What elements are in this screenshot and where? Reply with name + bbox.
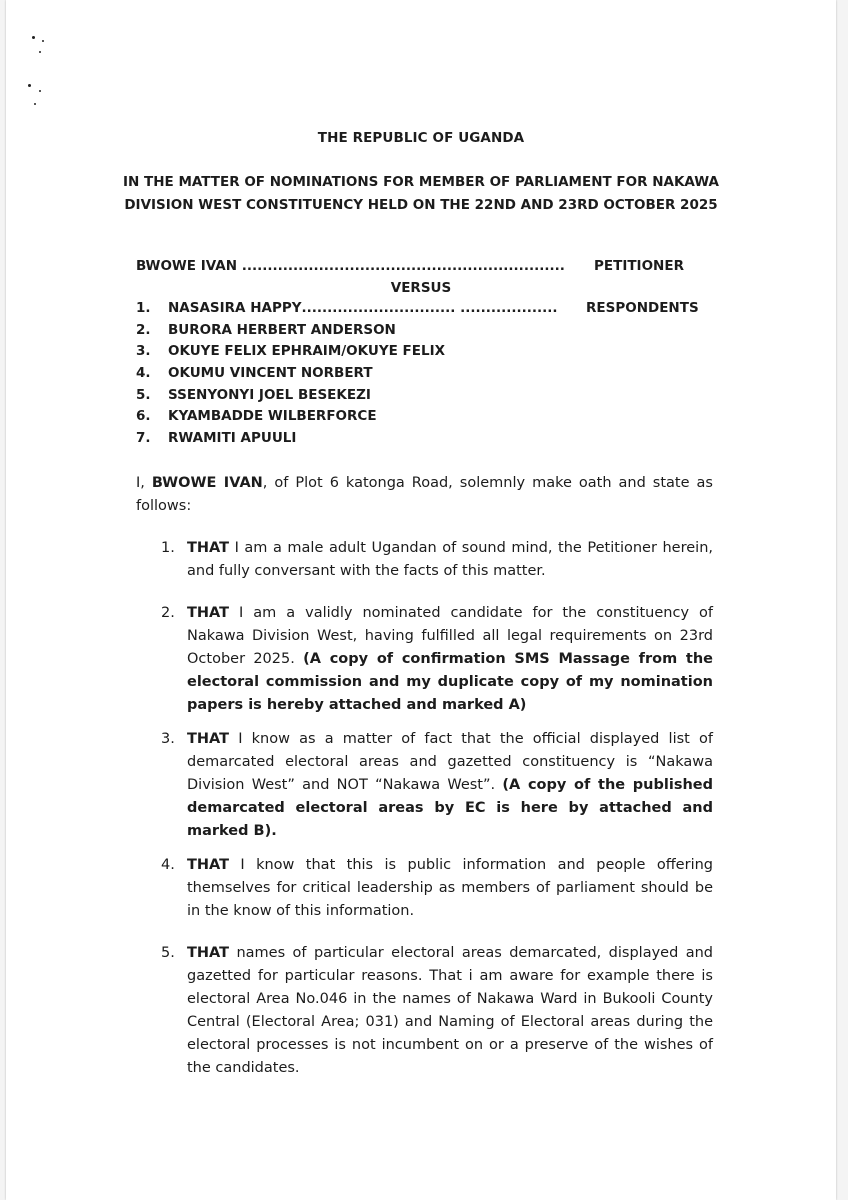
that-keyword: THAT xyxy=(187,731,230,747)
paragraph-number: 2. xyxy=(161,605,175,621)
paragraph-body xyxy=(187,942,713,1080)
paragraph-5 xyxy=(161,942,713,1080)
respondent-name: RWAMITI APUULI xyxy=(168,430,297,447)
versus-label: VERSUS xyxy=(390,280,452,296)
list-item xyxy=(136,300,558,322)
paragraph-body xyxy=(187,854,713,923)
scan-speck xyxy=(28,84,31,87)
that-keyword: THAT xyxy=(187,605,230,621)
that-keyword: THAT xyxy=(187,540,230,556)
respondent-number: 5. xyxy=(136,386,151,403)
list-item xyxy=(136,322,558,344)
respondent-name: BURORA HERBERT ANDERSON xyxy=(168,321,396,338)
paragraph-text: I know that this is public information and people offering themselves for critical leadership as members of parliament should be in the know of this information. xyxy=(187,857,713,919)
scan-speck xyxy=(32,36,35,39)
paragraph-number: 3. xyxy=(161,731,175,747)
document-page xyxy=(6,0,836,1200)
deponent-name: BWOWE IVAN xyxy=(151,475,263,491)
intro-rest: , of Plot 6 katonga Road, solemnly make oath and state as follows: xyxy=(136,475,713,514)
respondent-number: 7. xyxy=(136,430,151,447)
petitioner-name: BWOWE IVAN xyxy=(136,258,238,274)
respondent-dots: .............................. ................... xyxy=(301,300,558,316)
respondents-list xyxy=(136,300,558,452)
paragraph-number: 5. xyxy=(161,945,175,961)
that-keyword: THAT xyxy=(187,945,230,961)
respondents-role: RESPONDENTS xyxy=(586,300,699,316)
respondent-number: 1. xyxy=(136,300,151,316)
list-item xyxy=(136,430,558,452)
respondent-name: OKUMU VINCENT NORBERT xyxy=(168,365,373,382)
paragraph-text: names of particular electoral areas demarcated, displayed and gazetted for particular reasons. That i am aware for example there is electoral Area No.046 in the names of Nakawa Ward in Bukooli County Central (Electoral Area; 031) and Naming of Electoral areas during the electoral processes is not incumbent on or a preserve of the wishes of the candidates. xyxy=(187,945,713,1076)
paragraph-number: 4. xyxy=(161,857,175,873)
respondent-name: SSENYONYI JOEL BESEKEZI xyxy=(168,386,371,403)
scan-speck xyxy=(39,90,41,92)
document-title: THE REPUBLIC OF UGANDA xyxy=(317,130,525,146)
list-item xyxy=(136,343,558,365)
intro-statement xyxy=(136,472,713,518)
respondent-number: 2. xyxy=(136,321,151,338)
paragraph-text: I am a validly nominated candidate for the constituency of Nakawa Division West, having fulfilled all legal requirements on 23rd October 2025. xyxy=(187,605,713,667)
paragraph-2 xyxy=(161,602,713,717)
list-item xyxy=(136,365,558,387)
paragraph-number: 1. xyxy=(161,540,175,556)
that-keyword: THAT xyxy=(187,857,230,873)
attachment-note: (A copy of confirmation SMS Massage from the electoral commission and my duplicate copy of my nomination papers is hereby attached and marked A) xyxy=(187,651,713,713)
respondent-number: 4. xyxy=(136,365,151,382)
respondent-name: NASASIRA HAPPY xyxy=(168,300,302,316)
paragraph-text: I am a male adult Ugandan of sound mind, the Petitioner herein, and fully conversant with the facts of this matter. xyxy=(187,540,713,579)
petitioner-line xyxy=(136,258,565,274)
scan-speck xyxy=(39,51,41,53)
attachment-note: (A copy of the published demarcated electoral areas by EC is here by attached and marked B). xyxy=(187,777,713,839)
paragraph-3 xyxy=(161,728,713,843)
paragraph-body xyxy=(187,537,713,583)
paragraph-body xyxy=(187,728,713,843)
respondent-name: OKUYE FELIX EPHRAIM/OKUYE FELIX xyxy=(168,343,446,360)
intro-prefix: I, xyxy=(136,475,152,491)
respondent-number: 3. xyxy=(136,343,151,360)
list-item xyxy=(136,387,558,409)
matter-heading: IN THE MATTER OF NOMINATIONS FOR MEMBER OF PARLIAMENT FOR NAKAWA DIVISION WEST CONSTITUENCY HELD ON THE 22ND AND 23RD OCTOBER 2025 xyxy=(123,174,719,213)
scan-speck xyxy=(42,40,44,42)
scan-speck xyxy=(34,103,36,105)
paragraph-4 xyxy=(161,854,713,923)
paragraph-1 xyxy=(161,537,713,583)
petitioner-dots: ............................................................... xyxy=(241,258,565,274)
respondent-name: KYAMBADDE WILBERFORCE xyxy=(168,408,377,425)
list-item xyxy=(136,408,558,430)
respondent-number: 6. xyxy=(136,408,151,425)
petitioner-role: PETITIONER xyxy=(594,258,684,274)
paragraph-text: I know as a matter of fact that the official displayed list of demarcated electoral areas and gazetted constituency is “Nakawa Division West” and NOT “Nakawa West”. xyxy=(187,731,713,793)
paragraph-body xyxy=(187,602,713,717)
